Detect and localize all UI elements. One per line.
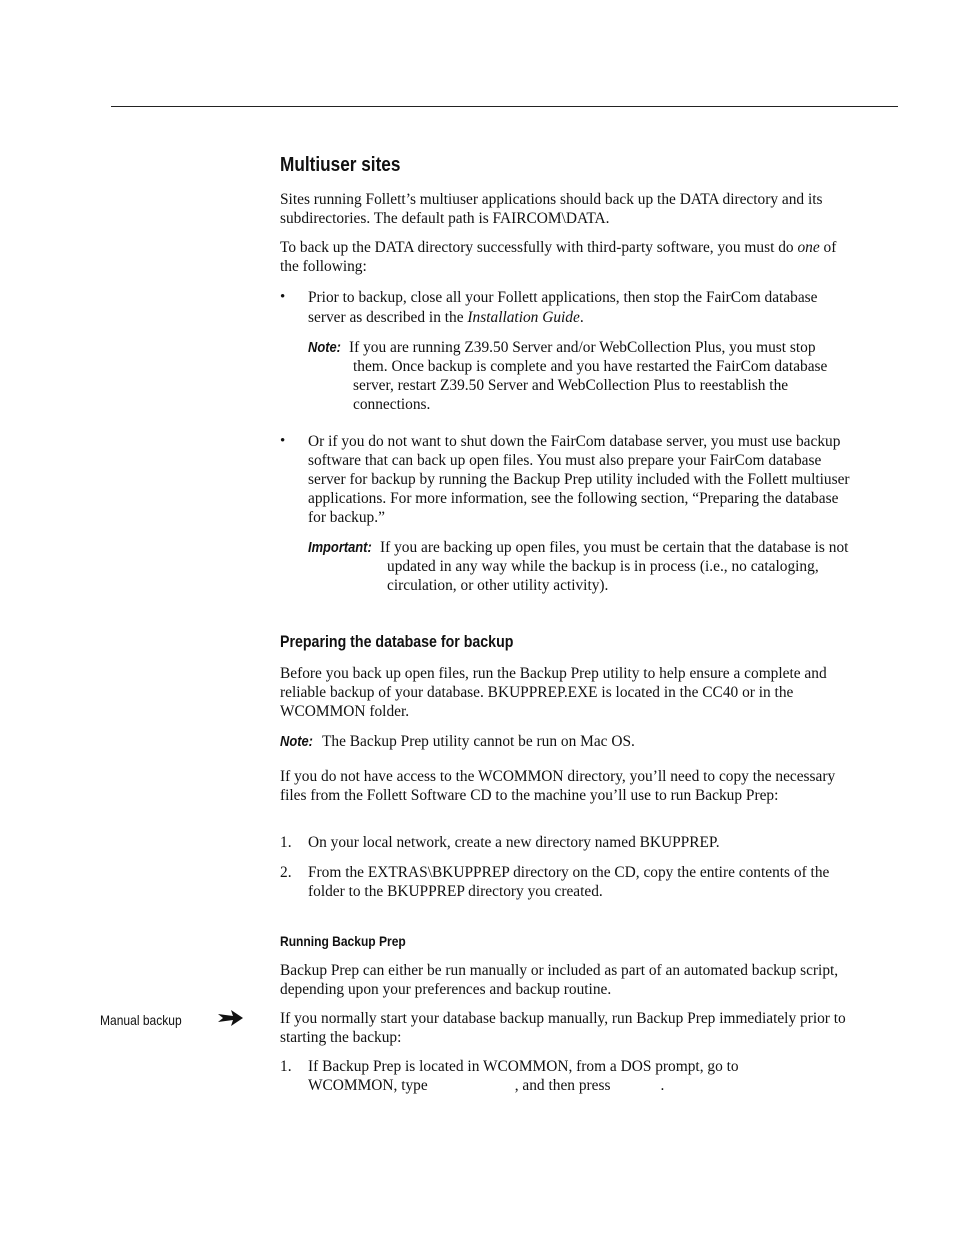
bullet-marker: • [280,433,286,449]
step-text: If Backup Prep is located in WCOMMON, from a DOS prompt, go to WCOMMON, type , and then press . [308,1058,739,1094]
running-paragraph: Backup Prep can either be run manually or included as part of an automated backup script, depending upon your preferences and backup routine. [280,962,839,998]
manual-backup-paragraph: If you normally start your database backup manually, run Backup Prep immediately prior to starting the backup: [280,1010,846,1046]
minor-heading: Running Backup Prep [280,933,406,949]
subsection-title: Preparing the database for backup [280,633,514,651]
margin-label: Manual backup [100,1012,182,1028]
intro-paragraph: Sites running Follett’s multiuser applications should back up the DATA directory and its subdirectories. The default path is FAIRCOM\DATA. [280,191,823,227]
step-text: On your local network, create a new directory named BKUPPREP. [308,834,720,851]
note-label: Note: [280,733,313,750]
step-text: From the EXTRAS\BKUPPREP directory on the CD, copy the entire contents of the folder to the BKUPPREP directory you created. [308,864,830,900]
prep-copy-paragraph: If you do not have access to the WCOMMON directory, you’ll need to copy the necessary files from the Follett Software CD to the machine you’ll use to run Backup Prep: [280,768,836,804]
prep-paragraph: Before you back up open files, run the Backup Prep utility to help ensure a complete and reliable backup of your database. BKUPPREP.EXE is located in the CC40 or in the WCOMMON folder. [280,665,827,720]
important-label: Important: [308,539,372,556]
step-number: 1. [280,834,292,851]
arrow-right-icon [217,1008,243,1028]
note-label: Note: [308,339,341,356]
note-text: The Backup Prep utility cannot be run on Mac OS. [322,733,635,750]
step-number: 1. [280,1058,292,1075]
section-title: Multiuser sites [280,154,401,176]
note-text: If you are running Z39.50 Server and/or WebCollection Plus, you must stop them. Once backup is complete and you have restarted the FairCom database server, restart Z39.50 Server and WebCollection Plus to reestablish the connections. [349,339,828,413]
step-number: 2. [280,864,292,881]
bullet-marker: • [280,289,286,305]
bullet-item: Prior to backup, close all your Follett applications, then stop the FairCom database server as described in the Installation Guide. [308,289,818,326]
instruction-paragraph: To back up the DATA directory successfully with third-party software, you must do one of the following: [280,239,837,275]
header-rule [111,106,898,107]
important-text: If you are backing up open files, you must be certain that the database is not updated in any way while the backup is in process (i.e., no cataloging, circulation, or other utility activity). [380,539,849,594]
bullet-item: Or if you do not want to shut down the FairCom database server, you must use backup software that can back up open files. You must also prepare your FairCom database server for backup by running the Backup Prep utility included with the Follett multiuser applications. For more information, see the following section, “Preparing the database for backup.” [308,433,850,526]
